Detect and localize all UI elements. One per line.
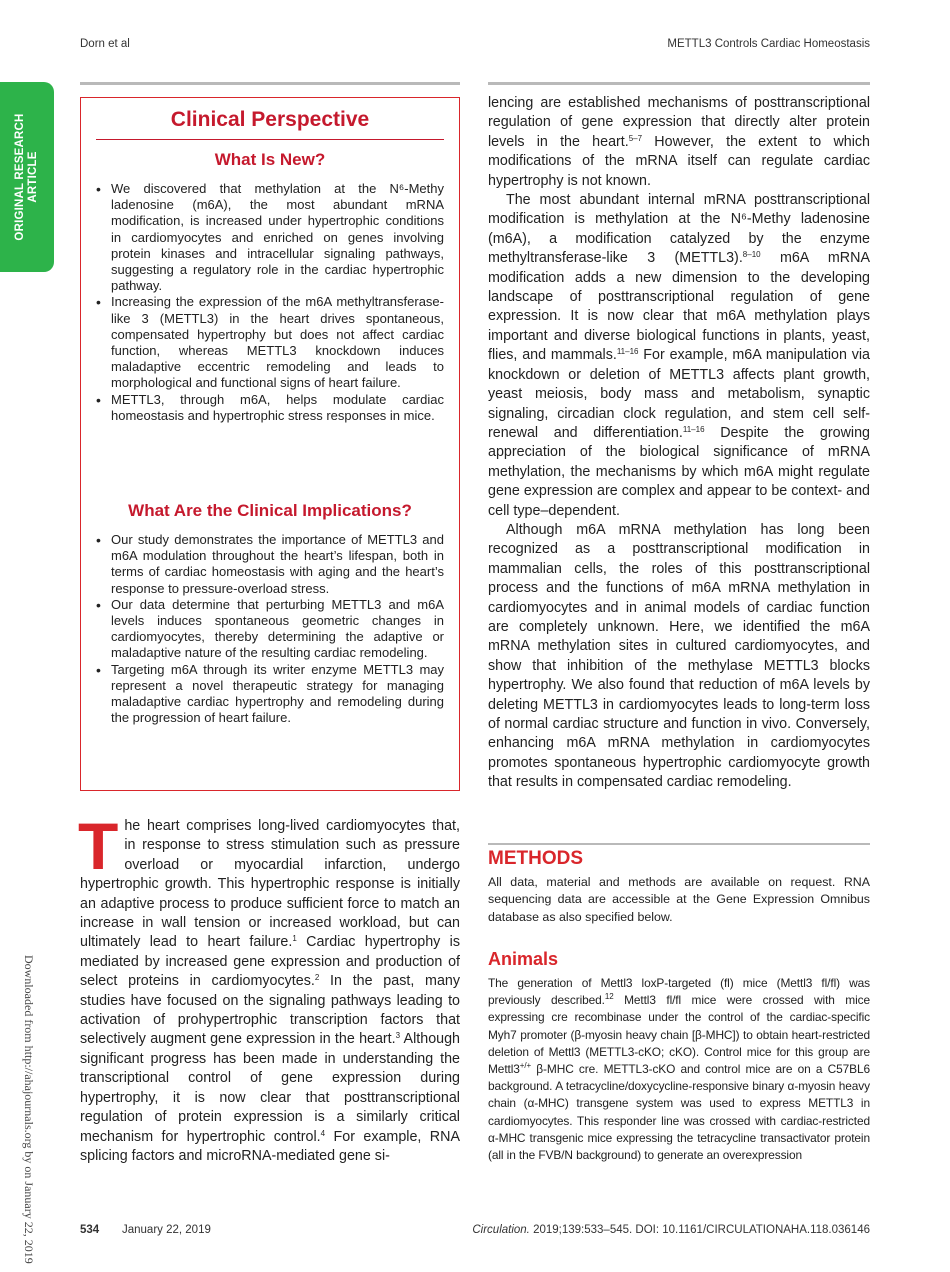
download-note: Downloaded from http://ahajournals.org by on January 22, 2019 — [22, 955, 36, 1264]
what-is-new-heading: What Is New? — [214, 150, 326, 169]
list-item: • Targeting m6A through its writer enzyme METTL3 may represent a novel therapeutic strategy for managing maladaptive cardiac hypertrophy and remodeling during the progression of heart failure. — [94, 662, 444, 727]
running-header-title: METTL3 Controls Cardiac Homeostasis — [667, 38, 870, 50]
what-is-new-list — [94, 181, 444, 424]
methods-heading: METHODS — [488, 848, 583, 869]
article-type-tab — [0, 82, 54, 272]
article-type-label: ORIGINAL RESEARCH ARTICLE — [14, 113, 39, 241]
clinical-perspective-title: Clinical Perspective — [170, 108, 370, 131]
methods-text: All data, material and methods are available on request. RNA sequencing data are accessible at the Gene Expression Omnibus database as also specified below. — [488, 875, 870, 924]
footer-date: January 22, 2019 — [122, 1224, 211, 1236]
drop-cap: T — [78, 809, 119, 883]
footer-citation: Circulation. 2019;139:533–545. DOI: 10.1161/CIRCULATIONAHA.118.036146 — [472, 1224, 870, 1236]
list-item: • Our data determine that perturbing METTL3 and m6A levels induces spontaneous geometric changes in cardiomyocytes, thereby determining the adaptive or maladaptive nature of the resulting cardiac remodeling. — [94, 597, 444, 662]
animals-heading: Animals — [488, 949, 559, 969]
intro-paragraphs-right — [488, 94, 870, 793]
methods-rule — [488, 843, 870, 845]
intro-paragraph-m6a: The most abundant internal mRNA posttranscriptional modification is methylation at the N⁶-Methy ladenosine (m6A), a modification catalyzed by the enzyme methyltransferase-like 3 (METTL3).$^{8-10}$ m6A mRNA modification adds a new dimension to the developing landscape of posttranscriptional regulation of gene expression. It is now clear that m6A methylation plays important and diverse biological functions in plants, yeast, flies, and mammals.$^{11-16}$ For example, m6A manipulation via knockdown or deletion of METTL3 affects plant growth, yeast meiosis, body mass and metabolism, synaptic signaling, circadian clock regulation, and stem cell self-renewal and differentiation.$^{11-16}$ Despite the growing appreciation of the biological significance of mRNA methylation, the mechanisms by which m6A might regulate gene expression are complex and appear to be context- and cell type–dependent. — [488, 192, 870, 519]
left-column-rule — [80, 82, 460, 85]
list-item: • METTL3, through m6A, helps modulate cardiac homeostasis and hypertrophic stress responses in mice. — [94, 392, 444, 424]
animals-text: The generation of Mettl3 loxP-targeted (fl) mice (Mettl3 fl/fl) was previously described.$^{12}$ Mettl3 fl/fl mice were crossed with mice expressing cre recombinase under the control of the cardiac-specific Myh7 promoter (β-myosin heavy chain [β-MHC]) to obtain heart-restricted deletion of Mettl3 (METTL3-cKO; cKO). Control mice for this group are Mettl3+/+ β-MHC cre. METTL3-cKO and control mice are on a C57BL6 background. A tetracycline/doxycycline-responsive binary α-myosin heavy chain (α-MHC) transgene system was used to express METTL3 in cardiomyocytes. This responder line was crossed with cardiac-restricted α-MHC transgenic mice expressing the tetracycline transactivator protein (all in the FVB/N background) to generate an overexpression — [488, 976, 870, 1163]
list-item: • Our study demonstrates the importance of METTL3 and m6A modulation throughout the heart’s lifespan, both in terms of cardiac homeostasis with aging and the heart’s response to pressure-overload stress. — [94, 532, 444, 597]
list-item: • Increasing the expression of the m6A methyltransferase-like 3 (METTL3) in the heart drives spontaneous, compensated hypertrophy but does not affect cardiac function, whereas METTL3 knockdown induces maladaptive eccentric remodeling and leads to morphological and functional signs of heart failure. — [94, 294, 444, 391]
right-column-rule — [488, 82, 870, 85]
intro-paragraph-continued: lencing are established mechanisms of posttranscriptional regulation of gene expression that directly alter protein levels in the heart.$^{5-7}$ However, the extent to which modifications of the mRNA itself can regulate cardiac hypertrophy is not known. — [488, 95, 870, 189]
list-item: • We discovered that methylation at the N⁶-Methy ladenosine (m6A), the most abundant mRNA modification, is increased under hypertrophic conditions in cardiomyocytes and enriched on genes involving protein kinases and intracellular signaling pathways, suggesting a regulatory role in the cardiac hypertrophic pathway. — [94, 181, 444, 294]
intro-paragraph-left: The heart comprises long-lived cardiomyocytes that, in response to stress stimulation such as pressure overload or myocardial infarction, undergo hypertrophic growth. This hypertrophic response is initially an adaptive process to produce sufficient force to match an increase in wall tension or increased workload, but can ultimately lead to heart failure.$^1$ Cardiac hypertrophy is mediated by increased gene expression and production of select proteins in cardiomyocytes.$^2$ In the past, many studies have focused on the signaling pathways leading to activation of prohypertrophic transcription factors that selectively augment gene expression in the heart.$^3$ Although significant progress has been made in understanding the transcriptional control of gene expression during hypertrophy, it is now clear that posttranscriptional regulation of protein expression is a similarly critical mechanism for hypertrophic control.$^4$ For example, RNA splicing factors and microRNA-mediated gene si- — [78, 809, 461, 1164]
clinical-perspective-divider — [96, 139, 444, 140]
page-number: 534 — [80, 1224, 100, 1236]
clinical-implications-list — [94, 532, 444, 726]
running-header-authors: Dorn et al — [80, 38, 130, 50]
clinical-implications-heading: What Are the Clinical Implications? — [128, 501, 412, 520]
intro-paragraph-aims: Although m6A mRNA methylation has long been recognized as a posttranscriptional modification in mammalian cells, the roles of this posttranscriptional process and the functions of m6A mRNA methylation in cardiomyocytes and in animal models of cardiac function are completely unknown. Here, we identified the m6A mRNA methylation sites in cultured cardiomyocytes, and show that inhibition of the methylase METTL3 blocks hypertrophy. We also found that reduction of m6A levels by deleting METTL3 in cardiomyocytes leads to long-term loss of normal cardiac structure and function in vivo. Conversely, enhancing m6A mRNA methylation in cardiomyocytes promotes spontaneous hypertrophic cardiomyocyte growth that results in compensated cardiac remodeling. — [488, 521, 870, 791]
